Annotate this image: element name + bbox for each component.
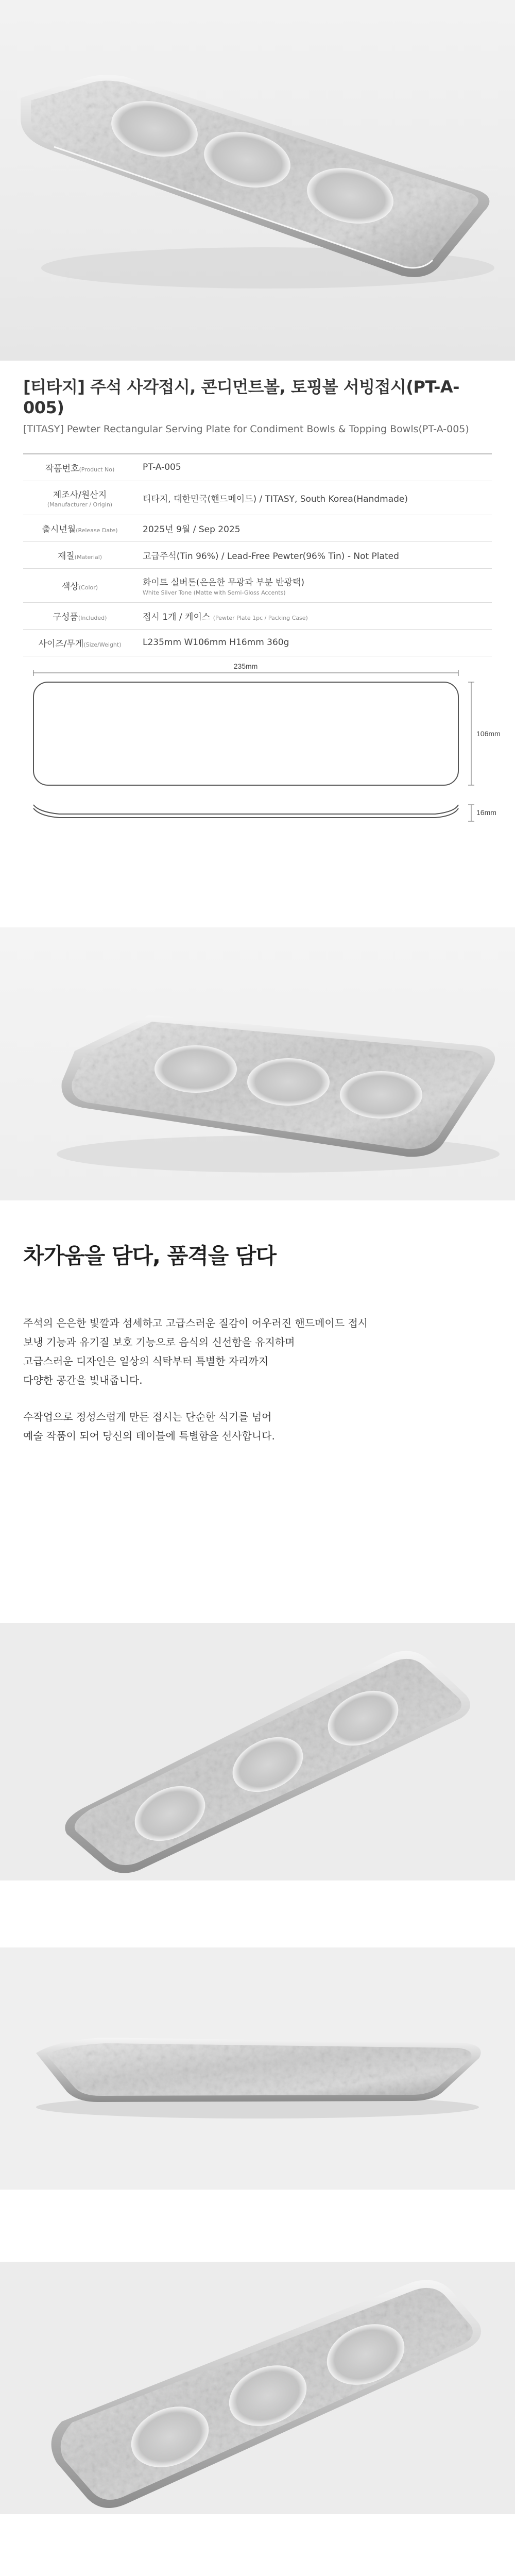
spec-row-color	[23, 568, 492, 602]
spec-key: 제조사/원산지 (Manufacturer / Origin)	[23, 481, 136, 515]
spec-row-included	[23, 602, 492, 629]
spec-value: 티타지, 대한민국(핸드메이드) / TITASY, South Korea(Handmade)	[136, 481, 492, 515]
pewter-plate-image	[0, 2262, 515, 2514]
pewter-plate-image	[0, 0, 515, 361]
spec-value: 2025년 9월 / Sep 2025	[136, 515, 492, 541]
pewter-plate-image	[0, 1623, 515, 1880]
spec-key: 재질(Material)	[23, 541, 136, 568]
spec-key: 출시년월(Release Date)	[23, 515, 136, 541]
product-photo-diagonal	[0, 1623, 515, 1880]
spec-key: 색상(Color)	[23, 568, 136, 602]
spec-row-size-weight	[23, 629, 492, 656]
product-photo-side	[0, 1947, 515, 2190]
spec-row-product-no	[23, 454, 492, 481]
spec-row-material	[23, 541, 492, 568]
product-title-english: [TITASY] Pewter Rectangular Serving Plate for Condiment Bowls & Topping Bowls(PT-A-005)	[23, 423, 469, 435]
spec-section	[0, 448, 515, 817]
spec-value: 고급주석(Tin 96%) / Lead-Free Pewter(96% Tin) - Not Plated	[136, 541, 492, 568]
spec-value: 화이트 실버톤(은은한 무광과 부분 반광택) White Silver Tone (Matte with Semi-Gloss Accents)	[136, 568, 492, 602]
product-title-korean: [티타지] 주석 사각접시, 콘디먼트볼, 토핑볼 서빙접시(PT-A-005)	[23, 377, 459, 417]
description-paragraph: 수작업으로 정성스럽게 만든 접시는 단순한 식기를 넘어 예술 작품이 되어 당신의 테이블에 특별함을 선사합니다.	[23, 1411, 275, 1442]
spec-row-release-date	[23, 515, 492, 541]
height-label: 16mm	[476, 808, 496, 817]
spec-key: 작품번호(Product No)	[23, 454, 136, 481]
depth-label: 106mm	[476, 729, 501, 738]
spacer	[0, 2190, 515, 2262]
headline-section	[0, 1200, 515, 1309]
spec-value: 접시 1개 / 케이스 (Pewter Plate 1pc / Packing Case)	[136, 602, 492, 629]
width-label: 235mm	[233, 662, 258, 670]
spacer	[0, 1597, 515, 1623]
spec-row-manufacturer	[23, 481, 492, 515]
spec-value: L235mm W106mm H16mm 360g	[136, 629, 492, 656]
description-paragraph: 주석의 은은한 빛깔과 섬세하고 고급스러운 질감이 어우러진 핸드메이드 접시 보냉 기능과 유기질 보호 기능으로 음식의 신선함을 유지하며 고급스러운 디자인은 일상의 식탁부터 특별한 자리까지 다양한 공간을 빛내줍니다.	[23, 1317, 368, 1386]
spec-key: 구성품(Included)	[23, 602, 136, 629]
spec-table	[23, 453, 492, 656]
spacer	[0, 1880, 515, 1947]
product-photo-angle	[0, 927, 515, 1200]
spec-value: PT-A-005	[136, 454, 492, 481]
product-photo-top-down	[0, 2262, 515, 2514]
pewter-plate-image	[0, 1947, 515, 2190]
pewter-plate-image	[0, 927, 515, 1200]
product-photo-top	[0, 0, 515, 361]
story-headline: 차가움을 담다, 품격을 담다	[23, 1243, 277, 1268]
product-title-area	[0, 361, 515, 448]
spacer	[0, 747, 515, 927]
spec-key: 사이즈/무게(Size/Weight)	[23, 629, 136, 656]
description-section	[0, 1309, 515, 1597]
